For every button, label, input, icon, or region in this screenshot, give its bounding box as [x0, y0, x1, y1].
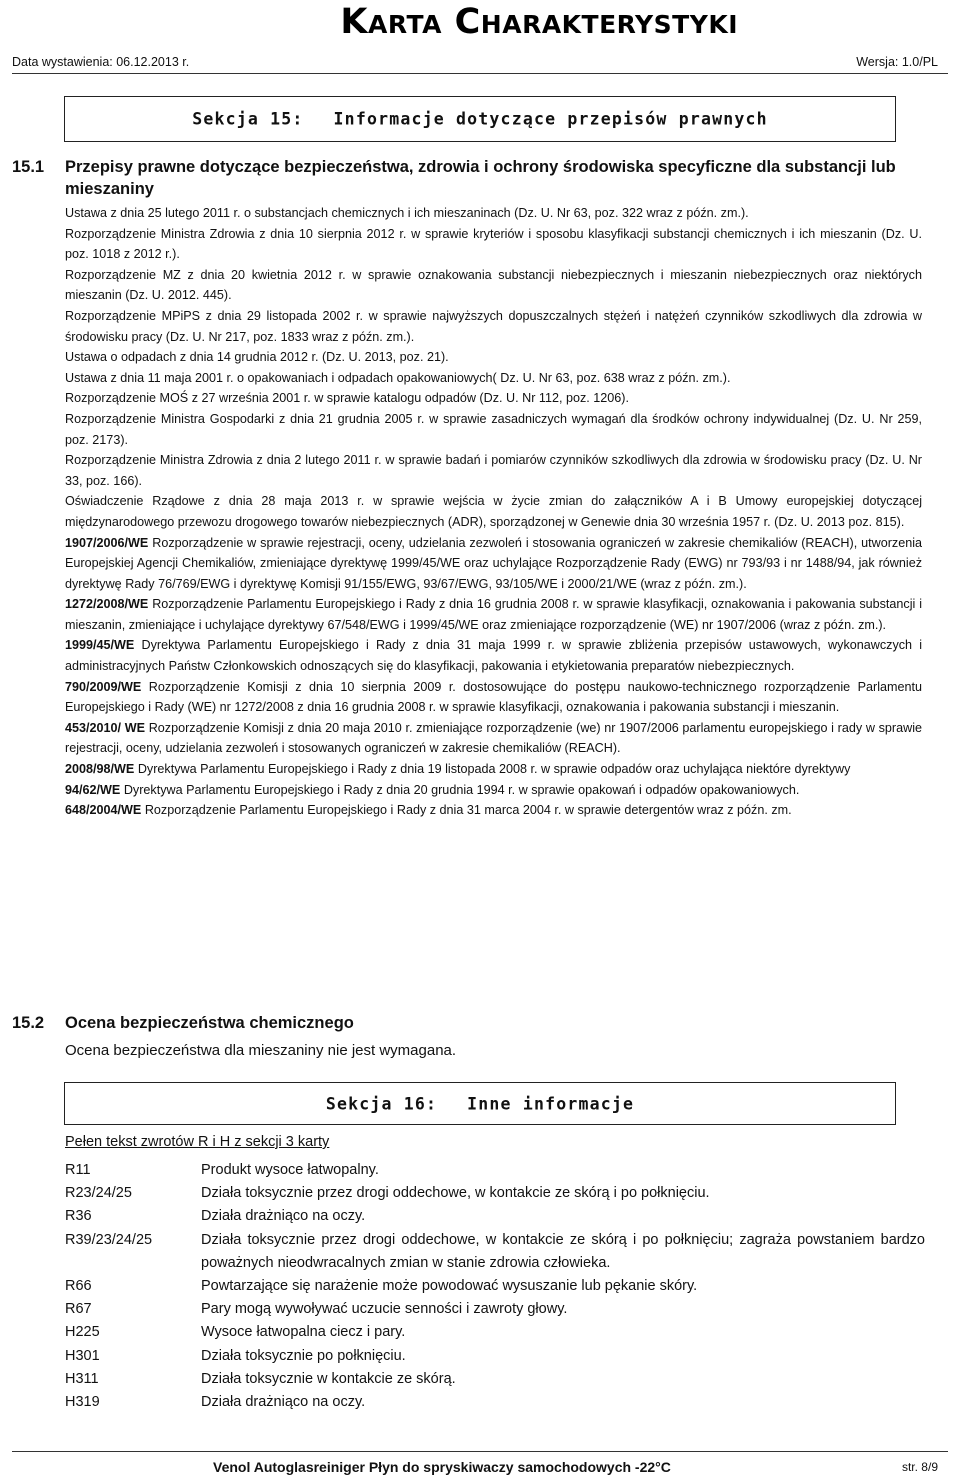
- eu-regulation-code: 94/62/WE: [65, 782, 121, 797]
- eu-regulation-code: 1272/2008/WE: [65, 597, 149, 612]
- phrases-legend-title: Pełen tekst zwrotów R i H z sekcji 3 karty: [65, 1134, 330, 1150]
- eu-regulation-code: 790/2009/WE: [65, 679, 142, 694]
- phrase-code: H301: [65, 1347, 100, 1364]
- eu-regulation-text: Dyrektywa Parlamentu Europejskiego i Rady z dnia 20 grudnia 1994 r. w sprawie opakowań i odpadów opakowaniowych.: [123, 782, 800, 797]
- phrase-row: [65, 1229, 925, 1275]
- regulation-item: Rozporządzenie Ministra Zdrowia z dnia 2 lutego 2011 r. w sprawie badań i pomiarów czynników szkodliwych dla zdrowia w środowisku pracy (Dz. U. Nr 33, poz. 166).: [65, 453, 922, 488]
- section-15-header: [64, 96, 896, 142]
- phrase-code: R23/24/25: [65, 1185, 132, 1202]
- phrase-row: [65, 1345, 925, 1368]
- phrase-code: R67: [65, 1301, 92, 1318]
- regulation-item: Rozporządzenie Ministra Zdrowia z dnia 10 sierpnia 2012 r. w sprawie kryteriów i sposobu klasyfikacji substancji chemicznych i ich mieszanin (Dz. U. poz. 1018 z 2012 r.).: [65, 226, 922, 262]
- phrase-row: [65, 1391, 925, 1414]
- eu-regulation-item: [65, 533, 922, 595]
- regulation-item: Ustawa z dnia 11 maja 2001 r. o opakowaniach i odpadach opakowaniowych( Dz. U. Nr 63, poz. 638 wraz z późn. zm.).: [65, 370, 731, 385]
- phrase-row: [65, 1159, 925, 1182]
- phrase-code: R66: [65, 1278, 92, 1295]
- phrase-text: Pary mogą wywoływać uczucie senności i zawroty głowy.: [201, 1301, 568, 1318]
- eu-regulation-text: Dyrektywa Parlamentu Europejskiego i Rady z dnia 31 maja 1999 r. w sprawie zbliżenia przepisów ustawowych, wykonawczych i administracyjnych Państw Członkowskich odnoszących się do klasyfikacji, pakowania i etykietowania preparatów niebezpiecznych.: [65, 638, 923, 674]
- eu-regulation-text: Rozporządzenie Komisji z dnia 10 sierpnia 2009 r. dostosowujące do postępu naukowo-technicznego rozporządzenie Parlamentu Europejskiego i Rady (WE) nr 1272/2008 z dnia 16 grudnia 2008 r. w sprawie klasyfikacji, oznakowania i pakowania substancji i mieszanin.: [65, 679, 923, 715]
- footer-divider: [12, 1451, 948, 1452]
- eu-regulation-text: Dyrektywa Parlamentu Europejskiego i Rady z dnia 19 listopada 2008 r. w sprawie odpadów oraz uchylająca niektóre dyrektywy: [137, 762, 851, 777]
- phrase-text: Wysoce łatwopalna ciecz i pary.: [201, 1324, 406, 1341]
- phrase-text: Produkt wysoce łatwopalny.: [201, 1162, 379, 1178]
- product-name: Venol Autoglasreiniger Płyn do spryskiwaczy samochodowych -22°C: [213, 1459, 671, 1475]
- eu-regulation-item: [65, 780, 922, 801]
- title-arta: ARTA: [367, 10, 442, 39]
- phrase-text: Powtarzające się narażenie może powodować wysuszanie lub pękanie skóry.: [201, 1278, 698, 1295]
- phrase-code: H319: [65, 1394, 100, 1411]
- regulation-item: Rozporządzenie MZ z dnia 20 kwietnia 2012 r. w sprawie oznakowania substancji niebezpiecznych i mieszanin niebezpiecznych oraz niektórych mieszanin (Dz. U. 2012. 445).: [65, 267, 922, 303]
- title-harakterystyki: HARAKTERYSTYKI: [480, 10, 738, 39]
- eu-regulation-item: [65, 594, 922, 635]
- phrase-text: Działa toksycznie przez drogi oddechowe, w kontakcie ze skórą i po połknięciu; zagraża powstaniem bardzo poważnych nieodwracalnych zmian w stanie zdrowia człowieka.: [201, 1231, 925, 1271]
- phrases-legend: [65, 1159, 925, 1414]
- section-15-heading: [65, 110, 895, 129]
- phrase-code: R36: [65, 1208, 92, 1225]
- eu-regulation-text: Rozporządzenie Komisji z dnia 20 maja 2010 r. zmieniające rozporządzenie (we) nr 1907/2006 parlamentu europejskiego i rady w sprawie rejestracji, oceny, udzielania zezwoleń i stosowanych ograniczeń w zakresie chemikaliów (REACH).: [65, 720, 922, 756]
- eu-regulation-text: Rozporządzenie w sprawie rejestracji, oceny, udzielania zezwoleń i stosowania ograniczeń w zakresie chemikaliów (REACH), utworzenia Europejskiej Agencji Chemikaliów, zmieniające dyrektywę 1999/45/WE oraz uchylające Rozporządzenie Rady (EWG) nr 793/93 i nr 1488/94, jak również dyrektywę Rady 76/769/EWG i dyrektywę Komisji 91/155/EWG, 93/67/EWG, 93/105/WE i 2000/21/WE (wraz z późn. zm.).: [65, 535, 923, 591]
- phrase-code: R39/23/24/25: [65, 1231, 153, 1248]
- header-divider: [12, 73, 948, 74]
- eu-regulation-code: 648/2004/WE: [65, 803, 142, 818]
- subsection-15-1: [12, 156, 896, 198]
- section-15-title: Informacje dotyczące przepisów prawnych: [333, 109, 768, 129]
- phrase-row: [65, 1321, 925, 1344]
- section-16-title: Inne informacje: [467, 1094, 635, 1113]
- phrase-row: [65, 1205, 925, 1228]
- eu-regulation-item: [65, 718, 922, 759]
- eu-regulation-code: 1999/45/WE: [65, 638, 135, 653]
- section-16-heading: [65, 1094, 895, 1113]
- version: Wersja: 1.0/PL: [856, 55, 938, 69]
- chemical-safety-assessment-text: Ocena bezpieczeństwa dla mieszaniny nie jest wymagana.: [65, 1042, 457, 1059]
- phrase-row: [65, 1368, 925, 1391]
- eu-regulation-code: 1907/2006/WE: [65, 535, 149, 550]
- phrase-row: [65, 1298, 925, 1321]
- phrase-text: Działa drażniąco na oczy.: [201, 1394, 366, 1411]
- phrase-row: [65, 1182, 925, 1205]
- phrase-text: Działa toksycznie przez drogi oddechowe, w kontakcie ze skórą i po połknięciu.: [201, 1185, 710, 1202]
- eu-regulation-code: 2008/98/WE: [65, 762, 135, 777]
- regulation-item: Ustawa z dnia 25 lutego 2011 r. o substancjach chemicznych i ich mieszaninach (Dz. U. Nr 63, poz. 322 wraz z późn. zm.).: [65, 206, 749, 220]
- eu-regulation-code: 453/2010/ WE: [65, 720, 145, 735]
- phrase-code: H311: [65, 1370, 99, 1387]
- phrase-text: Działa drażniąco na oczy.: [201, 1208, 366, 1225]
- section-16-label: Sekcja 16:: [325, 1094, 438, 1113]
- title-c: C: [454, 2, 481, 42]
- phrase-row: [65, 1275, 925, 1298]
- page-number: str. 8/9: [901, 1460, 938, 1474]
- phrase-code: R11: [65, 1162, 91, 1178]
- title-k: K: [340, 2, 368, 42]
- phrase-text: Działa toksycznie w kontakcie ze skórą.: [201, 1370, 456, 1387]
- eu-regulation-text: Rozporządzenie Parlamentu Europejskiego i Rady z dnia 16 grudnia 2008 r. w sprawie klasyfikacji, oznakowania i pakowania substancji i mieszanin, zmieniające i uchylające dyrektywy 67/548/EWG i 1999/45/WE oraz zmieniające rozporządzenie (WE) nr 1907/2006 (wraz z późn. zm.).: [65, 597, 922, 632]
- regulation-item: Rozporządzenie MPiPS z dnia 29 listopada 2002 r. w sprawie najwyższych dopuszczalnych stężeń i natężeń czynników szkodliwych dla zdrowia w środowisku pracy (Dz. U. Nr 217, poz. 1833 wraz z późn. zm.).: [65, 308, 922, 344]
- section-16-header: [64, 1082, 896, 1125]
- phrase-text: Działa toksycznie po połknięciu.: [201, 1347, 406, 1364]
- document-title: [340, 2, 738, 45]
- eu-regulation-item: [65, 800, 922, 821]
- regulation-item: Rozporządzenie Ministra Gospodarki z dnia 21 grudnia 2005 r. w sprawie zasadniczych wymagań dla środków ochrony indywidualnej (Dz. U. Nr 259, poz. 2173).: [65, 411, 922, 447]
- eu-regulation-item: [65, 759, 922, 780]
- eu-regulation-text: Rozporządzenie Parlamentu Europejskiego i Rady z dnia 31 marca 2004 r. w sprawie detergentów wraz z późn. zm.: [144, 803, 792, 818]
- eu-regulation-item: [65, 677, 922, 718]
- section-15-label: Sekcja 15:: [192, 109, 304, 129]
- subsection-number: 15.2: [12, 1014, 45, 1032]
- regulation-item: Oświadczenie Rządowe z dnia 28 maja 2013 r. w sprawie wejścia w życie zmian do załączników A i B Umowy europejskiej dotyczącej międzynarodowego przewozu drogowego towarów niebezpiecznych (ADR), sporządzonej w Genewie dnia 30 września 1957 r. (Dz. U. 2013 poz. 815).: [65, 494, 922, 529]
- regulation-item: Rozporządzenie MOŚ z 27 września 2001 r. w sprawie katalogu odpadów (Dz. U. Nr 112, poz. 1206).: [65, 391, 629, 406]
- subsection-title: Przepisy prawne dotyczące bezpieczeństwa, zdrowia i ochrony środowiska specyficzne dla substancji lub mieszaniny: [65, 158, 896, 198]
- eu-regulation-item: [65, 635, 922, 676]
- regulation-item: Ustawa o odpadach z dnia 14 grudnia 2012 r. (Dz. U. 2013, poz. 21).: [65, 350, 449, 365]
- issue-date: Data wystawienia: 06.12.2013 r.: [12, 55, 190, 69]
- subsection-15-2: [12, 1012, 354, 1034]
- regulations-list: [65, 203, 922, 821]
- subsection-title: Ocena bezpieczeństwa chemicznego: [65, 1014, 354, 1032]
- subsection-number: 15.1: [12, 158, 45, 176]
- phrase-code: H225: [65, 1324, 100, 1341]
